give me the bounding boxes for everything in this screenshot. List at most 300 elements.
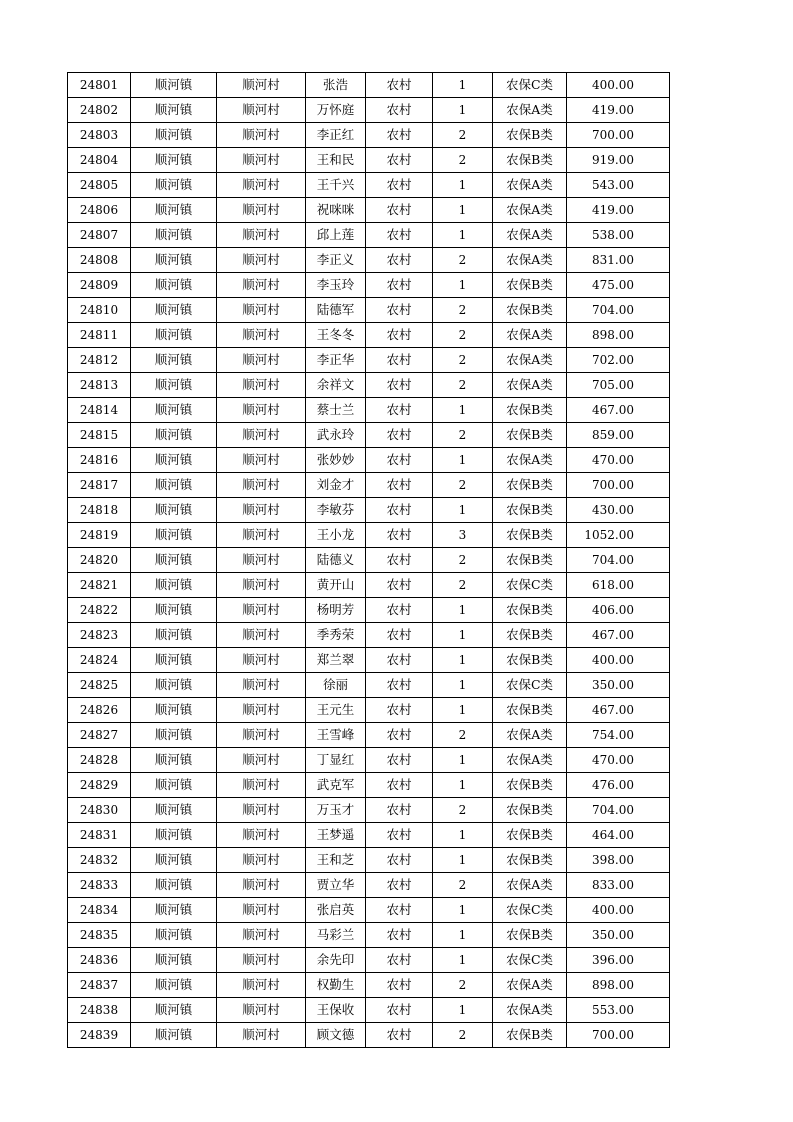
count-cell: 1 <box>433 998 493 1023</box>
type-cell: 农村 <box>366 473 433 498</box>
type-cell: 农村 <box>366 623 433 648</box>
town-cell: 顺河镇 <box>131 498 217 523</box>
village-cell: 顺河村 <box>217 998 306 1023</box>
name-cell: 祝咪咪 <box>306 198 366 223</box>
village-cell: 顺河村 <box>217 423 306 448</box>
village-cell: 顺河村 <box>217 673 306 698</box>
category-cell: 农保A类 <box>493 973 567 998</box>
table-row <box>68 273 670 298</box>
table-row <box>68 823 670 848</box>
name-cell: 徐丽 <box>306 673 366 698</box>
count-cell: 1 <box>433 98 493 123</box>
count-cell: 1 <box>433 398 493 423</box>
type-cell: 农村 <box>366 298 433 323</box>
type-cell: 农村 <box>366 873 433 898</box>
village-cell: 顺河村 <box>217 523 306 548</box>
name-cell: 张启英 <box>306 898 366 923</box>
amount-cell: 704.00 <box>567 548 670 573</box>
row-id: 24822 <box>68 598 131 623</box>
row-id: 24802 <box>68 98 131 123</box>
town-cell: 顺河镇 <box>131 523 217 548</box>
type-cell: 农村 <box>366 273 433 298</box>
village-cell: 顺河村 <box>217 473 306 498</box>
count-cell: 1 <box>433 73 493 98</box>
type-cell: 农村 <box>366 1023 433 1048</box>
row-id: 24830 <box>68 798 131 823</box>
town-cell: 顺河镇 <box>131 673 217 698</box>
category-cell: 农保B类 <box>493 848 567 873</box>
category-cell: 农保B类 <box>493 798 567 823</box>
town-cell: 顺河镇 <box>131 248 217 273</box>
amount-cell: 475.00 <box>567 273 670 298</box>
town-cell: 顺河镇 <box>131 473 217 498</box>
table-row <box>68 448 670 473</box>
name-cell: 武克军 <box>306 773 366 798</box>
town-cell: 顺河镇 <box>131 1023 217 1048</box>
type-cell: 农村 <box>366 723 433 748</box>
town-cell: 顺河镇 <box>131 798 217 823</box>
table-row <box>68 248 670 273</box>
amount-cell: 476.00 <box>567 773 670 798</box>
town-cell: 顺河镇 <box>131 73 217 98</box>
village-cell: 顺河村 <box>217 598 306 623</box>
count-cell: 1 <box>433 673 493 698</box>
table-row <box>68 698 670 723</box>
town-cell: 顺河镇 <box>131 948 217 973</box>
town-cell: 顺河镇 <box>131 698 217 723</box>
row-id: 24834 <box>68 898 131 923</box>
type-cell: 农村 <box>366 698 433 723</box>
category-cell: 农保C类 <box>493 673 567 698</box>
town-cell: 顺河镇 <box>131 448 217 473</box>
name-cell: 陆德义 <box>306 548 366 573</box>
table-row <box>68 473 670 498</box>
row-id: 24826 <box>68 698 131 723</box>
village-cell: 顺河村 <box>217 548 306 573</box>
name-cell: 贾立华 <box>306 873 366 898</box>
village-cell: 顺河村 <box>217 323 306 348</box>
amount-cell: 704.00 <box>567 798 670 823</box>
amount-cell: 400.00 <box>567 73 670 98</box>
table-row <box>68 798 670 823</box>
name-cell: 王和民 <box>306 148 366 173</box>
village-cell: 顺河村 <box>217 623 306 648</box>
amount-cell: 705.00 <box>567 373 670 398</box>
amount-cell: 618.00 <box>567 573 670 598</box>
town-cell: 顺河镇 <box>131 823 217 848</box>
table-row <box>68 523 670 548</box>
row-id: 24819 <box>68 523 131 548</box>
category-cell: 农保B类 <box>493 648 567 673</box>
village-cell: 顺河村 <box>217 298 306 323</box>
row-id: 24814 <box>68 398 131 423</box>
row-id: 24810 <box>68 298 131 323</box>
town-cell: 顺河镇 <box>131 848 217 873</box>
town-cell: 顺河镇 <box>131 98 217 123</box>
table-row <box>68 673 670 698</box>
row-id: 24833 <box>68 873 131 898</box>
table-row <box>68 298 670 323</box>
row-id: 24831 <box>68 823 131 848</box>
row-id: 24806 <box>68 198 131 223</box>
town-cell: 顺河镇 <box>131 748 217 773</box>
category-cell: 农保A类 <box>493 198 567 223</box>
town-cell: 顺河镇 <box>131 898 217 923</box>
row-id: 24811 <box>68 323 131 348</box>
row-id: 24832 <box>68 848 131 873</box>
table-row <box>68 98 670 123</box>
town-cell: 顺河镇 <box>131 548 217 573</box>
row-id: 24829 <box>68 773 131 798</box>
village-cell: 顺河村 <box>217 273 306 298</box>
amount-cell: 704.00 <box>567 298 670 323</box>
table-row <box>68 648 670 673</box>
table-row <box>68 998 670 1023</box>
row-id: 24823 <box>68 623 131 648</box>
table-row <box>68 498 670 523</box>
row-id: 24824 <box>68 648 131 673</box>
type-cell: 农村 <box>366 223 433 248</box>
amount-cell: 400.00 <box>567 898 670 923</box>
village-cell: 顺河村 <box>217 848 306 873</box>
amount-cell: 754.00 <box>567 723 670 748</box>
count-cell: 2 <box>433 548 493 573</box>
row-id: 24837 <box>68 973 131 998</box>
category-cell: 农保A类 <box>493 723 567 748</box>
type-cell: 农村 <box>366 673 433 698</box>
name-cell: 陆德军 <box>306 298 366 323</box>
type-cell: 农村 <box>366 323 433 348</box>
row-id: 24821 <box>68 573 131 598</box>
table-row <box>68 773 670 798</box>
town-cell: 顺河镇 <box>131 973 217 998</box>
name-cell: 李正红 <box>306 123 366 148</box>
beneficiary-table <box>67 72 670 1048</box>
count-cell: 2 <box>433 148 493 173</box>
name-cell: 张浩 <box>306 73 366 98</box>
category-cell: 农保A类 <box>493 173 567 198</box>
name-cell: 权勤生 <box>306 973 366 998</box>
village-cell: 顺河村 <box>217 148 306 173</box>
type-cell: 农村 <box>366 898 433 923</box>
type-cell: 农村 <box>366 923 433 948</box>
count-cell: 1 <box>433 898 493 923</box>
amount-cell: 430.00 <box>567 498 670 523</box>
type-cell: 农村 <box>366 248 433 273</box>
name-cell: 王保收 <box>306 998 366 1023</box>
count-cell: 1 <box>433 948 493 973</box>
category-cell: 农保B类 <box>493 423 567 448</box>
name-cell: 李敏芬 <box>306 498 366 523</box>
village-cell: 顺河村 <box>217 198 306 223</box>
type-cell: 农村 <box>366 948 433 973</box>
row-id: 24820 <box>68 548 131 573</box>
row-id: 24816 <box>68 448 131 473</box>
amount-cell: 553.00 <box>567 998 670 1023</box>
amount-cell: 398.00 <box>567 848 670 873</box>
table-row <box>68 148 670 173</box>
town-cell: 顺河镇 <box>131 648 217 673</box>
count-cell: 1 <box>433 448 493 473</box>
type-cell: 农村 <box>366 573 433 598</box>
amount-cell: 831.00 <box>567 248 670 273</box>
count-cell: 2 <box>433 973 493 998</box>
category-cell: 农保C类 <box>493 573 567 598</box>
table-row <box>68 598 670 623</box>
name-cell: 王梦遥 <box>306 823 366 848</box>
table-row <box>68 123 670 148</box>
row-id: 24835 <box>68 923 131 948</box>
amount-cell: 833.00 <box>567 873 670 898</box>
town-cell: 顺河镇 <box>131 148 217 173</box>
table-row <box>68 423 670 448</box>
category-cell: 农保B类 <box>493 1023 567 1048</box>
village-cell: 顺河村 <box>217 73 306 98</box>
name-cell: 季秀荣 <box>306 623 366 648</box>
amount-cell: 543.00 <box>567 173 670 198</box>
town-cell: 顺河镇 <box>131 373 217 398</box>
count-cell: 2 <box>433 723 493 748</box>
row-id: 24812 <box>68 348 131 373</box>
row-id: 24828 <box>68 748 131 773</box>
count-cell: 2 <box>433 423 493 448</box>
name-cell: 顾文德 <box>306 1023 366 1048</box>
count-cell: 1 <box>433 273 493 298</box>
town-cell: 顺河镇 <box>131 398 217 423</box>
amount-cell: 350.00 <box>567 673 670 698</box>
name-cell: 丁显红 <box>306 748 366 773</box>
type-cell: 农村 <box>366 648 433 673</box>
category-cell: 农保A类 <box>493 323 567 348</box>
category-cell: 农保A类 <box>493 348 567 373</box>
type-cell: 农村 <box>366 423 433 448</box>
table-row <box>68 973 670 998</box>
type-cell: 农村 <box>366 348 433 373</box>
name-cell: 王小龙 <box>306 523 366 548</box>
count-cell: 2 <box>433 373 493 398</box>
amount-cell: 419.00 <box>567 98 670 123</box>
table-row <box>68 223 670 248</box>
category-cell: 农保A类 <box>493 448 567 473</box>
row-id: 24839 <box>68 1023 131 1048</box>
town-cell: 顺河镇 <box>131 873 217 898</box>
category-cell: 农保A类 <box>493 223 567 248</box>
name-cell: 万怀庭 <box>306 98 366 123</box>
type-cell: 农村 <box>366 823 433 848</box>
count-cell: 2 <box>433 323 493 348</box>
town-cell: 顺河镇 <box>131 173 217 198</box>
town-cell: 顺河镇 <box>131 998 217 1023</box>
count-cell: 2 <box>433 348 493 373</box>
category-cell: 农保B类 <box>493 523 567 548</box>
village-cell: 顺河村 <box>217 348 306 373</box>
name-cell: 杨明芳 <box>306 598 366 623</box>
type-cell: 农村 <box>366 148 433 173</box>
type-cell: 农村 <box>366 123 433 148</box>
town-cell: 顺河镇 <box>131 423 217 448</box>
count-cell: 1 <box>433 648 493 673</box>
amount-cell: 467.00 <box>567 698 670 723</box>
amount-cell: 406.00 <box>567 598 670 623</box>
table-row <box>68 548 670 573</box>
name-cell: 李玉玲 <box>306 273 366 298</box>
town-cell: 顺河镇 <box>131 773 217 798</box>
row-id: 24825 <box>68 673 131 698</box>
amount-cell: 538.00 <box>567 223 670 248</box>
table-row <box>68 198 670 223</box>
town-cell: 顺河镇 <box>131 598 217 623</box>
village-cell: 顺河村 <box>217 823 306 848</box>
type-cell: 农村 <box>366 598 433 623</box>
amount-cell: 898.00 <box>567 323 670 348</box>
village-cell: 顺河村 <box>217 773 306 798</box>
village-cell: 顺河村 <box>217 398 306 423</box>
amount-cell: 1052.00 <box>567 523 670 548</box>
amount-cell: 700.00 <box>567 473 670 498</box>
count-cell: 2 <box>433 873 493 898</box>
row-id: 24836 <box>68 948 131 973</box>
name-cell: 万玉才 <box>306 798 366 823</box>
count-cell: 1 <box>433 173 493 198</box>
table-row <box>68 323 670 348</box>
table-row <box>68 923 670 948</box>
row-id: 24815 <box>68 423 131 448</box>
count-cell: 2 <box>433 1023 493 1048</box>
category-cell: 农保B类 <box>493 273 567 298</box>
count-cell: 2 <box>433 473 493 498</box>
row-id: 24804 <box>68 148 131 173</box>
village-cell: 顺河村 <box>217 798 306 823</box>
row-id: 24807 <box>68 223 131 248</box>
amount-cell: 700.00 <box>567 123 670 148</box>
category-cell: 农保B类 <box>493 823 567 848</box>
amount-cell: 470.00 <box>567 448 670 473</box>
row-id: 24838 <box>68 998 131 1023</box>
name-cell: 蔡士兰 <box>306 398 366 423</box>
count-cell: 2 <box>433 248 493 273</box>
name-cell: 王冬冬 <box>306 323 366 348</box>
count-cell: 1 <box>433 623 493 648</box>
amount-cell: 700.00 <box>567 1023 670 1048</box>
category-cell: 农保B类 <box>493 148 567 173</box>
category-cell: 农保B类 <box>493 923 567 948</box>
village-cell: 顺河村 <box>217 98 306 123</box>
amount-cell: 898.00 <box>567 973 670 998</box>
category-cell: 农保B类 <box>493 698 567 723</box>
town-cell: 顺河镇 <box>131 123 217 148</box>
town-cell: 顺河镇 <box>131 623 217 648</box>
category-cell: 农保B类 <box>493 473 567 498</box>
amount-cell: 467.00 <box>567 398 670 423</box>
count-cell: 2 <box>433 798 493 823</box>
village-cell: 顺河村 <box>217 123 306 148</box>
category-cell: 农保B类 <box>493 398 567 423</box>
count-cell: 1 <box>433 823 493 848</box>
amount-cell: 467.00 <box>567 623 670 648</box>
category-cell: 农保B类 <box>493 498 567 523</box>
type-cell: 农村 <box>366 523 433 548</box>
row-id: 24817 <box>68 473 131 498</box>
village-cell: 顺河村 <box>217 223 306 248</box>
town-cell: 顺河镇 <box>131 198 217 223</box>
amount-cell: 396.00 <box>567 948 670 973</box>
amount-cell: 400.00 <box>567 648 670 673</box>
row-id: 24827 <box>68 723 131 748</box>
count-cell: 2 <box>433 298 493 323</box>
type-cell: 农村 <box>366 998 433 1023</box>
count-cell: 1 <box>433 198 493 223</box>
row-id: 24818 <box>68 498 131 523</box>
name-cell: 余祥文 <box>306 373 366 398</box>
type-cell: 农村 <box>366 398 433 423</box>
count-cell: 1 <box>433 773 493 798</box>
village-cell: 顺河村 <box>217 723 306 748</box>
count-cell: 1 <box>433 923 493 948</box>
town-cell: 顺河镇 <box>131 223 217 248</box>
table-row <box>68 173 670 198</box>
type-cell: 农村 <box>366 548 433 573</box>
name-cell: 李正义 <box>306 248 366 273</box>
count-cell: 1 <box>433 598 493 623</box>
count-cell: 1 <box>433 698 493 723</box>
table-row <box>68 1023 670 1048</box>
category-cell: 农保A类 <box>493 98 567 123</box>
type-cell: 农村 <box>366 748 433 773</box>
village-cell: 顺河村 <box>217 248 306 273</box>
category-cell: 农保B类 <box>493 598 567 623</box>
table-row <box>68 873 670 898</box>
village-cell: 顺河村 <box>217 448 306 473</box>
count-cell: 1 <box>433 223 493 248</box>
count-cell: 3 <box>433 523 493 548</box>
village-cell: 顺河村 <box>217 898 306 923</box>
category-cell: 农保B类 <box>493 623 567 648</box>
village-cell: 顺河村 <box>217 948 306 973</box>
table-row <box>68 748 670 773</box>
table-body <box>68 73 670 1048</box>
type-cell: 农村 <box>366 973 433 998</box>
category-cell: 农保B类 <box>493 773 567 798</box>
category-cell: 农保C类 <box>493 73 567 98</box>
category-cell: 农保C类 <box>493 948 567 973</box>
amount-cell: 419.00 <box>567 198 670 223</box>
name-cell: 武永玲 <box>306 423 366 448</box>
amount-cell: 470.00 <box>567 748 670 773</box>
type-cell: 农村 <box>366 73 433 98</box>
name-cell: 张妙妙 <box>306 448 366 473</box>
amount-cell: 464.00 <box>567 823 670 848</box>
village-cell: 顺河村 <box>217 373 306 398</box>
name-cell: 李正华 <box>306 348 366 373</box>
table-row <box>68 623 670 648</box>
type-cell: 农村 <box>366 848 433 873</box>
name-cell: 郑兰翠 <box>306 648 366 673</box>
amount-cell: 350.00 <box>567 923 670 948</box>
category-cell: 农保A类 <box>493 748 567 773</box>
village-cell: 顺河村 <box>217 173 306 198</box>
category-cell: 农保B类 <box>493 123 567 148</box>
town-cell: 顺河镇 <box>131 723 217 748</box>
town-cell: 顺河镇 <box>131 348 217 373</box>
type-cell: 农村 <box>366 448 433 473</box>
category-cell: 农保B类 <box>493 548 567 573</box>
type-cell: 农村 <box>366 798 433 823</box>
name-cell: 邱上莲 <box>306 223 366 248</box>
village-cell: 顺河村 <box>217 973 306 998</box>
name-cell: 王雪峰 <box>306 723 366 748</box>
category-cell: 农保C类 <box>493 898 567 923</box>
row-id: 24805 <box>68 173 131 198</box>
